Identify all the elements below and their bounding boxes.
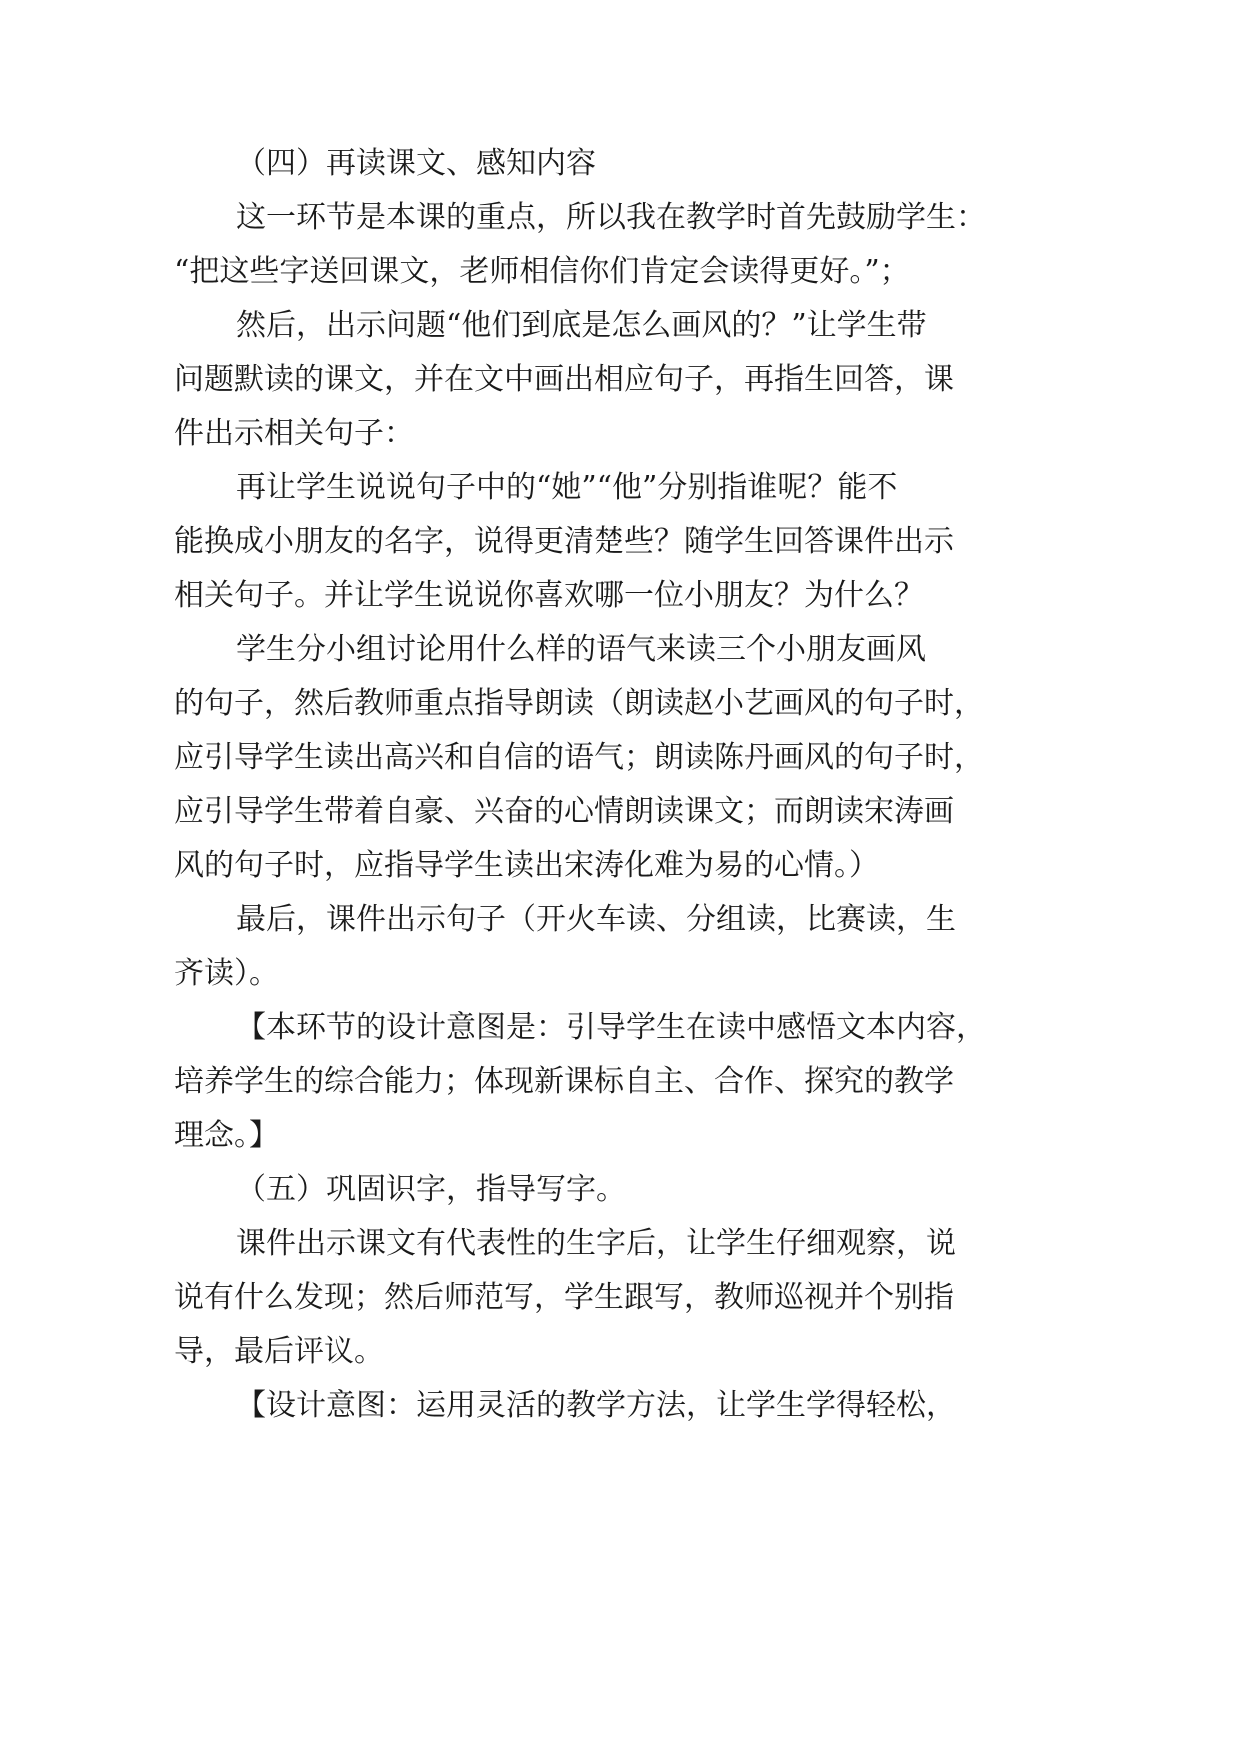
paragraph-line: 应引导学生读出高兴和自信的语气；朗读陈丹画风的句子时， bbox=[174, 740, 984, 775]
paragraph-line: 导，最后评议。 bbox=[174, 1334, 384, 1369]
paragraph-line: 能换成小朋友的名字，说得更清楚些？随学生回答课件出示 bbox=[174, 524, 954, 559]
paragraph-line: 应引导学生带着自豪、兴奋的心情朗读课文；而朗读宋涛画 bbox=[174, 794, 954, 829]
design-intent-line: 【设计意图：运用灵活的教学方法，让学生学得轻松， bbox=[236, 1388, 956, 1423]
section-four-heading: （四）再读课文、感知内容 bbox=[236, 146, 596, 181]
paragraph-line: “把这些字送回课文，老师相信你们肯定会读得更好。”； bbox=[174, 254, 910, 289]
paragraph-line: 学生分小组讨论用什么样的语气来读三个小朋友画风 bbox=[236, 632, 926, 667]
paragraph-line: 这一环节是本课的重点，所以我在教学时首先鼓励学生： bbox=[236, 200, 986, 235]
paragraph-line: 说有什么发现；然后师范写，学生跟写，教师巡视并个别指 bbox=[174, 1280, 954, 1315]
design-intent-line: 培养学生的综合能力；体现新课标自主、合作、探究的教学 bbox=[174, 1064, 954, 1099]
section-five-heading: （五）巩固识字，指导写字。 bbox=[236, 1172, 626, 1207]
paragraph-line: 问题默读的课文，并在文中画出相应句子，再指生回答，课 bbox=[174, 362, 954, 397]
paragraph-line: 相关句子。并让学生说说你喜欢哪一位小朋友？为什么？ bbox=[174, 578, 924, 613]
paragraph-line: 件出示相关句子： bbox=[174, 416, 414, 451]
paragraph-line: 齐读）。 bbox=[174, 956, 279, 991]
paragraph-line: 最后，课件出示句子（开火车读、分组读，比赛读，生 bbox=[236, 902, 956, 937]
paragraph-line: 风的句子时，应指导学生读出宋涛化难为易的心情。） bbox=[174, 848, 879, 883]
paragraph-line: 再让学生说说句子中的“她”“他”分别指谁呢？能不 bbox=[236, 470, 898, 505]
paragraph-line: 的句子，然后教师重点指导朗读（朗读赵小艺画风的句子时， bbox=[174, 686, 984, 721]
design-intent-line: 理念。】 bbox=[174, 1118, 279, 1153]
paragraph-line: 课件出示课文有代表性的生字后，让学生仔细观察，说 bbox=[236, 1226, 956, 1261]
design-intent-line: 【本环节的设计意图是：引导学生在读中感悟文本内容， bbox=[236, 1010, 986, 1045]
paragraph-line: 然后，出示问题“他们到底是怎么画风的？”让学生带 bbox=[236, 308, 927, 343]
